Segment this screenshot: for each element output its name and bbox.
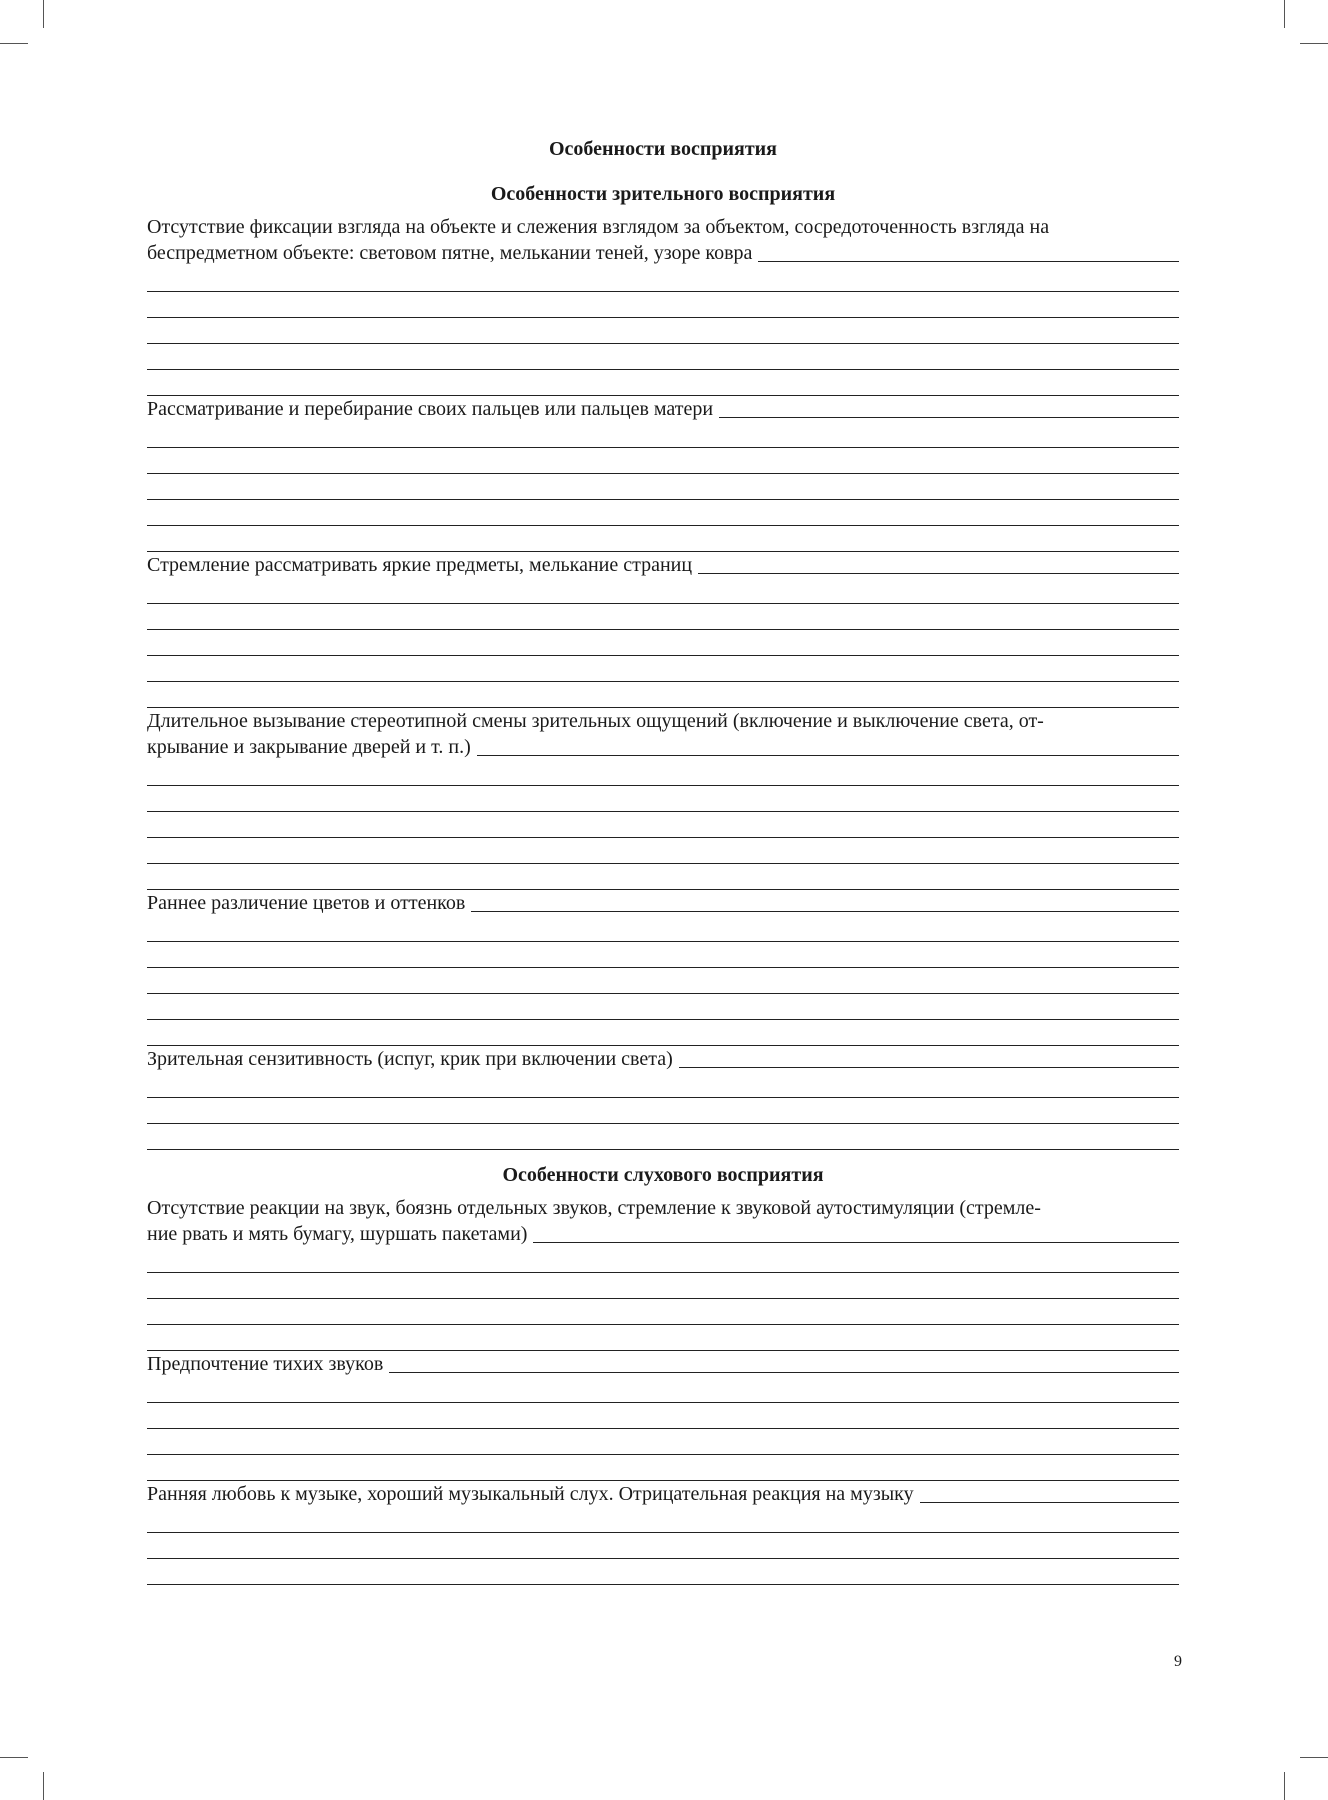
question-line: [147, 1481, 1179, 1507]
question-text: Стремление рассматривать яркие предметы, мелькание страниц: [147, 554, 693, 576]
answer-field[interactable]: [679, 1047, 1179, 1068]
answer-line[interactable]: [147, 266, 1179, 292]
form-item: [147, 1351, 1179, 1481]
answer-line[interactable]: [147, 500, 1179, 526]
answer-line[interactable]: [147, 1403, 1179, 1429]
answer-line[interactable]: [147, 474, 1179, 500]
answer-line[interactable]: [147, 526, 1179, 552]
page-heading: Особенности восприятия: [548, 138, 778, 160]
question-text: крывание и закрывание дверей и т. п.): [147, 736, 471, 758]
answer-field[interactable]: [920, 1482, 1179, 1503]
question-line: [147, 1046, 1179, 1072]
answer-line[interactable]: [147, 812, 1179, 838]
answer-line[interactable]: [147, 1559, 1179, 1585]
answer-line[interactable]: [147, 864, 1179, 890]
answer-line[interactable]: [147, 1247, 1179, 1273]
answer-line[interactable]: [147, 916, 1179, 942]
question-text: Зрительная сензитивность (испуг, крик при включении света): [147, 1048, 673, 1070]
answer-line[interactable]: [147, 994, 1179, 1020]
answer-line[interactable]: [147, 578, 1179, 604]
answer-line[interactable]: [147, 1273, 1179, 1299]
answer-line[interactable]: [147, 786, 1179, 812]
answer-line[interactable]: [147, 1299, 1179, 1325]
question-line: [147, 1221, 1179, 1247]
answer-field[interactable]: [758, 241, 1179, 262]
answer-line[interactable]: [147, 942, 1179, 968]
answer-line[interactable]: [147, 630, 1179, 656]
question-text: Длительное вызывание стереотипной смены зрительных ощущений (включение и выключение света, от-: [147, 710, 1044, 732]
sections-container: [147, 181, 1179, 1585]
form-item: [147, 708, 1179, 890]
question-text: Предпочтение тихих звуков: [147, 1353, 384, 1375]
question-line: [147, 1351, 1179, 1377]
question-text: беспредметном объекте: световом пятне, мелькании теней, узоре ковра: [147, 242, 753, 264]
answer-line[interactable]: [147, 604, 1179, 630]
answer-field[interactable]: [389, 1352, 1179, 1373]
answer-line[interactable]: [147, 656, 1179, 682]
answer-field[interactable]: [533, 1222, 1179, 1243]
answer-line[interactable]: [147, 422, 1179, 448]
answer-line[interactable]: [147, 1020, 1179, 1046]
question-line: [147, 552, 1179, 578]
form-content: [147, 136, 1179, 1585]
answer-line[interactable]: [147, 448, 1179, 474]
form-item: [147, 890, 1179, 1046]
answer-field[interactable]: [471, 891, 1179, 912]
question-line: [147, 734, 1179, 760]
answer-line[interactable]: [147, 318, 1179, 344]
crop-mark: [1300, 43, 1328, 44]
answer-line[interactable]: [147, 968, 1179, 994]
crop-mark: [43, 1772, 44, 1800]
form-item: [147, 1046, 1179, 1150]
form-item: [147, 396, 1179, 552]
section-title: Особенности зрительного восприятия: [490, 183, 836, 205]
answer-line[interactable]: [147, 1098, 1179, 1124]
answer-line[interactable]: [147, 344, 1179, 370]
question-text: ние рвать и мять бумагу, шуршать пакетами): [147, 1223, 528, 1245]
answer-field[interactable]: [719, 397, 1179, 418]
answer-line[interactable]: [147, 1455, 1179, 1481]
question-text: Отсутствие фиксации взгляда на объекте и слежения взглядом за объектом, сосредоточенность взгляда на: [147, 216, 1050, 238]
answer-line[interactable]: [147, 292, 1179, 318]
answer-line[interactable]: [147, 838, 1179, 864]
question-text: Ранняя любовь к музыке, хороший музыкальный слух. Отрицательная реакция на музыку: [147, 1483, 914, 1505]
form-item: [147, 552, 1179, 708]
answer-line[interactable]: [147, 1377, 1179, 1403]
answer-field[interactable]: [698, 553, 1179, 574]
question-text: Отсутствие реакции на звук, боязнь отдельных звуков, стремление к звуковой аутостимуляции (стремле-: [147, 1197, 1041, 1219]
question-line: [147, 890, 1179, 916]
answer-line[interactable]: [147, 1072, 1179, 1098]
crop-mark: [0, 1757, 28, 1758]
crop-mark: [1300, 1757, 1328, 1758]
answer-line[interactable]: [147, 1325, 1179, 1351]
answer-line[interactable]: [147, 1124, 1179, 1150]
question-line: [147, 240, 1179, 266]
page-number: 9: [1174, 1653, 1182, 1670]
crop-mark: [0, 43, 28, 44]
answer-line[interactable]: [147, 370, 1179, 396]
answer-line[interactable]: [147, 1429, 1179, 1455]
crop-mark: [1284, 0, 1285, 28]
question-line: [147, 396, 1179, 422]
question-text: Раннее различение цветов и оттенков: [147, 892, 466, 914]
answer-field[interactable]: [477, 735, 1179, 756]
answer-line[interactable]: [147, 1507, 1179, 1533]
answer-line[interactable]: [147, 760, 1179, 786]
form-item: [147, 1195, 1179, 1351]
form-item: [147, 214, 1179, 396]
crop-mark: [43, 0, 44, 28]
crop-mark: [1284, 1772, 1285, 1800]
section-title: Особенности слухового восприятия: [502, 1164, 824, 1186]
question-text: Рассматривание и перебирание своих пальцев или пальцев матери: [147, 398, 714, 420]
answer-line[interactable]: [147, 682, 1179, 708]
answer-line[interactable]: [147, 1533, 1179, 1559]
form-item: [147, 1481, 1179, 1585]
